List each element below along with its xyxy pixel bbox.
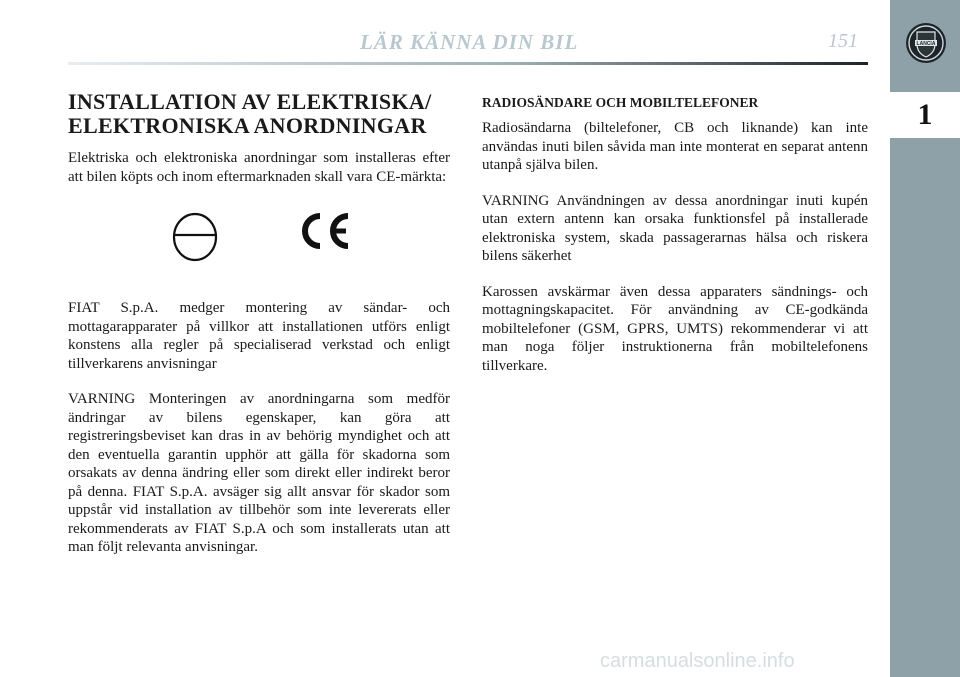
radio-warning-paragraph: VARNING Användningen av dessa anordningar inuti kupén utan extern antenn kan orsaka funktionsfel på installerade elektroniska system, skada passagerarnas hälsa och riskera bilens säkerhet [482,192,868,264]
left-column [68,90,450,574]
main-heading [68,90,450,138]
radio-heading: RADIOSÄNDARE OCH MOBILTELEFONER [482,95,759,110]
section-title: LÄR KÄNNA DIN BIL [360,30,579,54]
watermark: carmanualsonline.info [600,650,795,672]
page-number: 151 [828,30,858,52]
main-heading-line1: INSTALLATION AV ELEKTRISKA/ [68,89,432,114]
radio-intro-paragraph: Radiosändarna (biltelefoner, CB och liknande) kan inte användas inuti bilen såvida man inte monterat en separat antenn utanpå själva bilen. [482,120,868,173]
certification-marks [68,203,450,293]
lancia-shield-icon [905,22,947,64]
e-mark-icon [170,211,220,263]
warning-paragraph: VARNING Monteringen av anordningarna som medför ändringar av bilens egenskaper, kan göra att registreringsbeviset kan dras in av behörig myndighet och att den eventuella garantin upphör att gälla för skadorna som orsakats av denna ändring eller som direkt eller indirekt beror på denna. FIAT S.p.A. avsäger sig allt ansvar för skador som uppstår vid installation av tillbehör som inte levererats eller rekommenderats av FIAT S.p.A och som installerats utan att man följt relevanta anvisningar. [68,391,450,555]
chapter-sidebar [890,0,960,677]
right-column [482,90,868,392]
approval-paragraph: FIAT S.p.A. medger montering av sändar- och mottagarapparater på villkor att installationen utförs enligt konstens alla regler på specialiserad verkstad och enligt tillverkarens anvisningar [68,300,450,372]
chapter-tab[interactable]: 1 [890,92,960,138]
page-header [0,0,890,70]
ce-mark-icon [296,211,352,251]
header-rule [68,62,868,65]
intro-paragraph: Elektriska och elektroniska anordningar som installeras efter att bilen köpts och inom eftermarknaden skall vara CE-märkta: [68,150,450,185]
logo-text: LANCIA [916,40,936,47]
main-heading-line2: ELEKTRONISKA ANORDNINGAR [68,113,427,138]
radio-body-paragraph: Karossen avskärmar även dessa apparaters sändnings- och mottagningskapacitet. För användning av CE-godkända mobiltelefoner (GSM, GPRS, UMTS) rekommenderar vi att man noga följer instruktionerna från mobiltelefonens tillverkare. [482,283,868,374]
